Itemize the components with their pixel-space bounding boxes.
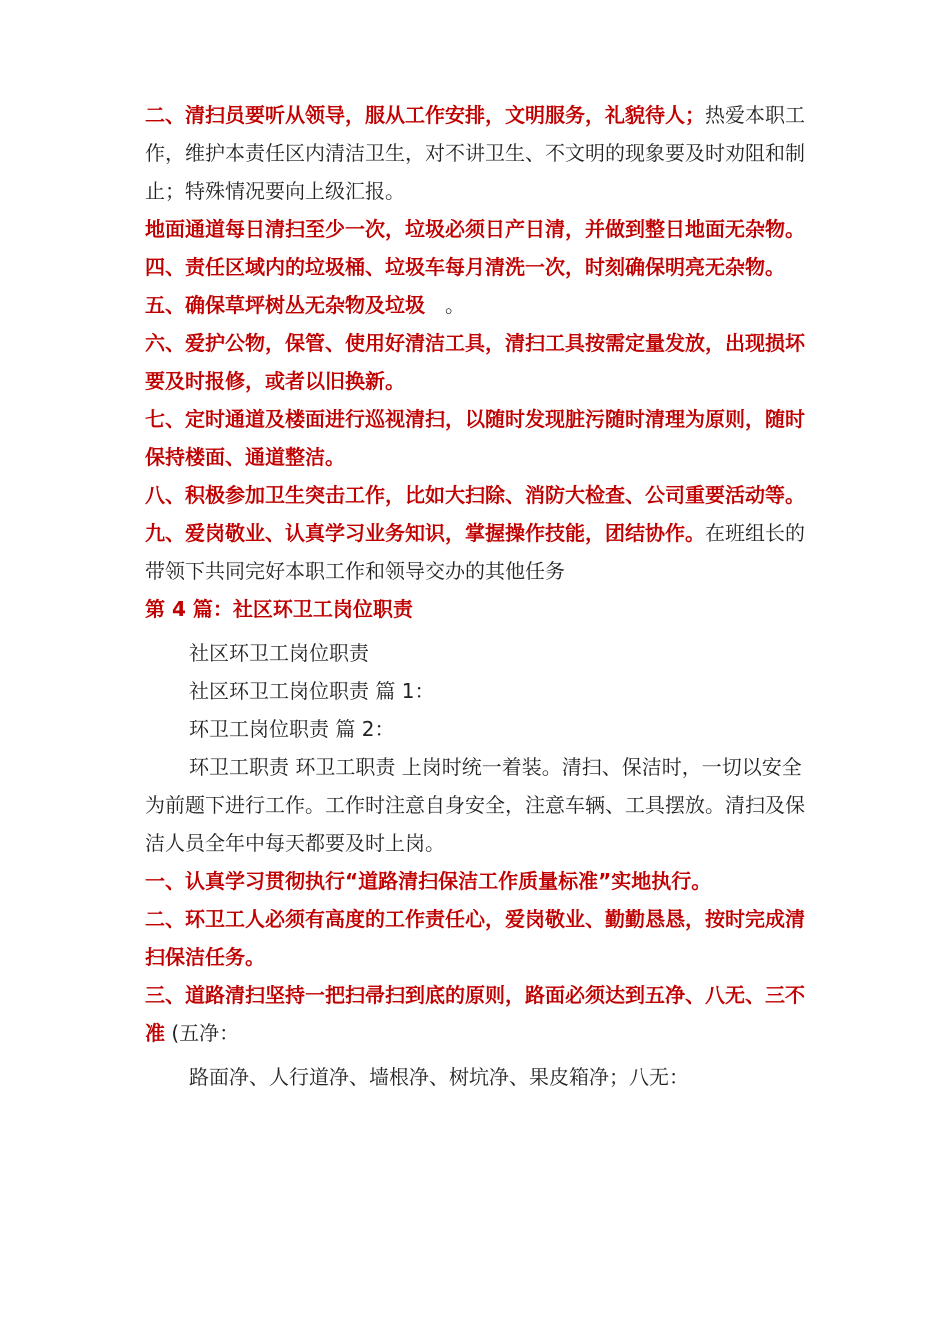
- paragraph-rule-1: 一、认真学习贯彻执行“道路清扫保洁工作质量标准”实地执行。: [145, 869, 712, 893]
- paragraph-duties: 环卫工职责 环卫工职责 上岗时统一着装。清扫、保洁时，一切以安全为前题下进行工作。工作时注意自身安全，注意车辆、工具摆放。清扫及保洁人员全年中每天都要及时上岗。: [145, 755, 805, 855]
- paragraph-4: 五、确保草坪树丛无杂物及垃圾 。: [145, 293, 465, 317]
- paragraph-part-2: 环卫工岗位职责 篇 2：: [189, 717, 395, 741]
- paragraph-5: 六、爱护公物，保管、使用好清洁工具，清扫工具按需定量发放，出现损坏要及时报修，或者以旧换新。: [145, 331, 805, 393]
- paragraph-8: 九、爱岗敬业、认真学习业务知识，掌握操作技能，团结协作。在班组长的带领下共同完好本职工作和领导交办的其他任务: [145, 521, 805, 583]
- paragraph-2: 地面通道每日清扫至少一次，垃圾必须日产日清，并做到整日地面无杂物。: [145, 217, 805, 241]
- paragraph-title: 社区环卫工岗位职责: [189, 641, 369, 665]
- paragraph-7: 八、积极参加卫生突击工作，比如大扫除、消防大检查、公司重要活动等。: [145, 483, 805, 507]
- paragraph-five-clean: 路面净、人行道净、墙根净、树坑净、果皮箱净；八无：: [189, 1065, 689, 1089]
- section-heading: 第 4 篇：社区环卫工岗位职责: [145, 597, 413, 621]
- document-page: [145, 96, 820, 1096]
- paragraph-3: 四、责任区域内的垃圾桶、垃圾车每月清洗一次，时刻确保明亮无杂物。: [145, 255, 785, 279]
- paragraph-rule-3: 三、道路清扫坚持一把扫帚扫到底的原则，路面必须达到五净、八无、三不准 (五净：: [145, 983, 805, 1045]
- paragraph-6: 七、定时通道及楼面进行巡视清扫，以随时发现脏污随时清理为原则，随时保持楼面、通道整洁。: [145, 407, 805, 469]
- paragraph-part-1: 社区环卫工岗位职责 篇 1：: [189, 679, 435, 703]
- paragraph-rule-2: 二、环卫工人必须有高度的工作责任心，爱岗敬业、勤勤恳恳，按时完成清扫保洁任务。: [145, 907, 805, 969]
- paragraph-1: 二、清扫员要听从领导，服从工作安排，文明服务，礼貌待人；热爱本职工作，维护本责任区内清洁卫生，对不讲卫生、不文明的现象要及时劝阻和制止；特殊情况要向上级汇报。: [145, 103, 805, 203]
